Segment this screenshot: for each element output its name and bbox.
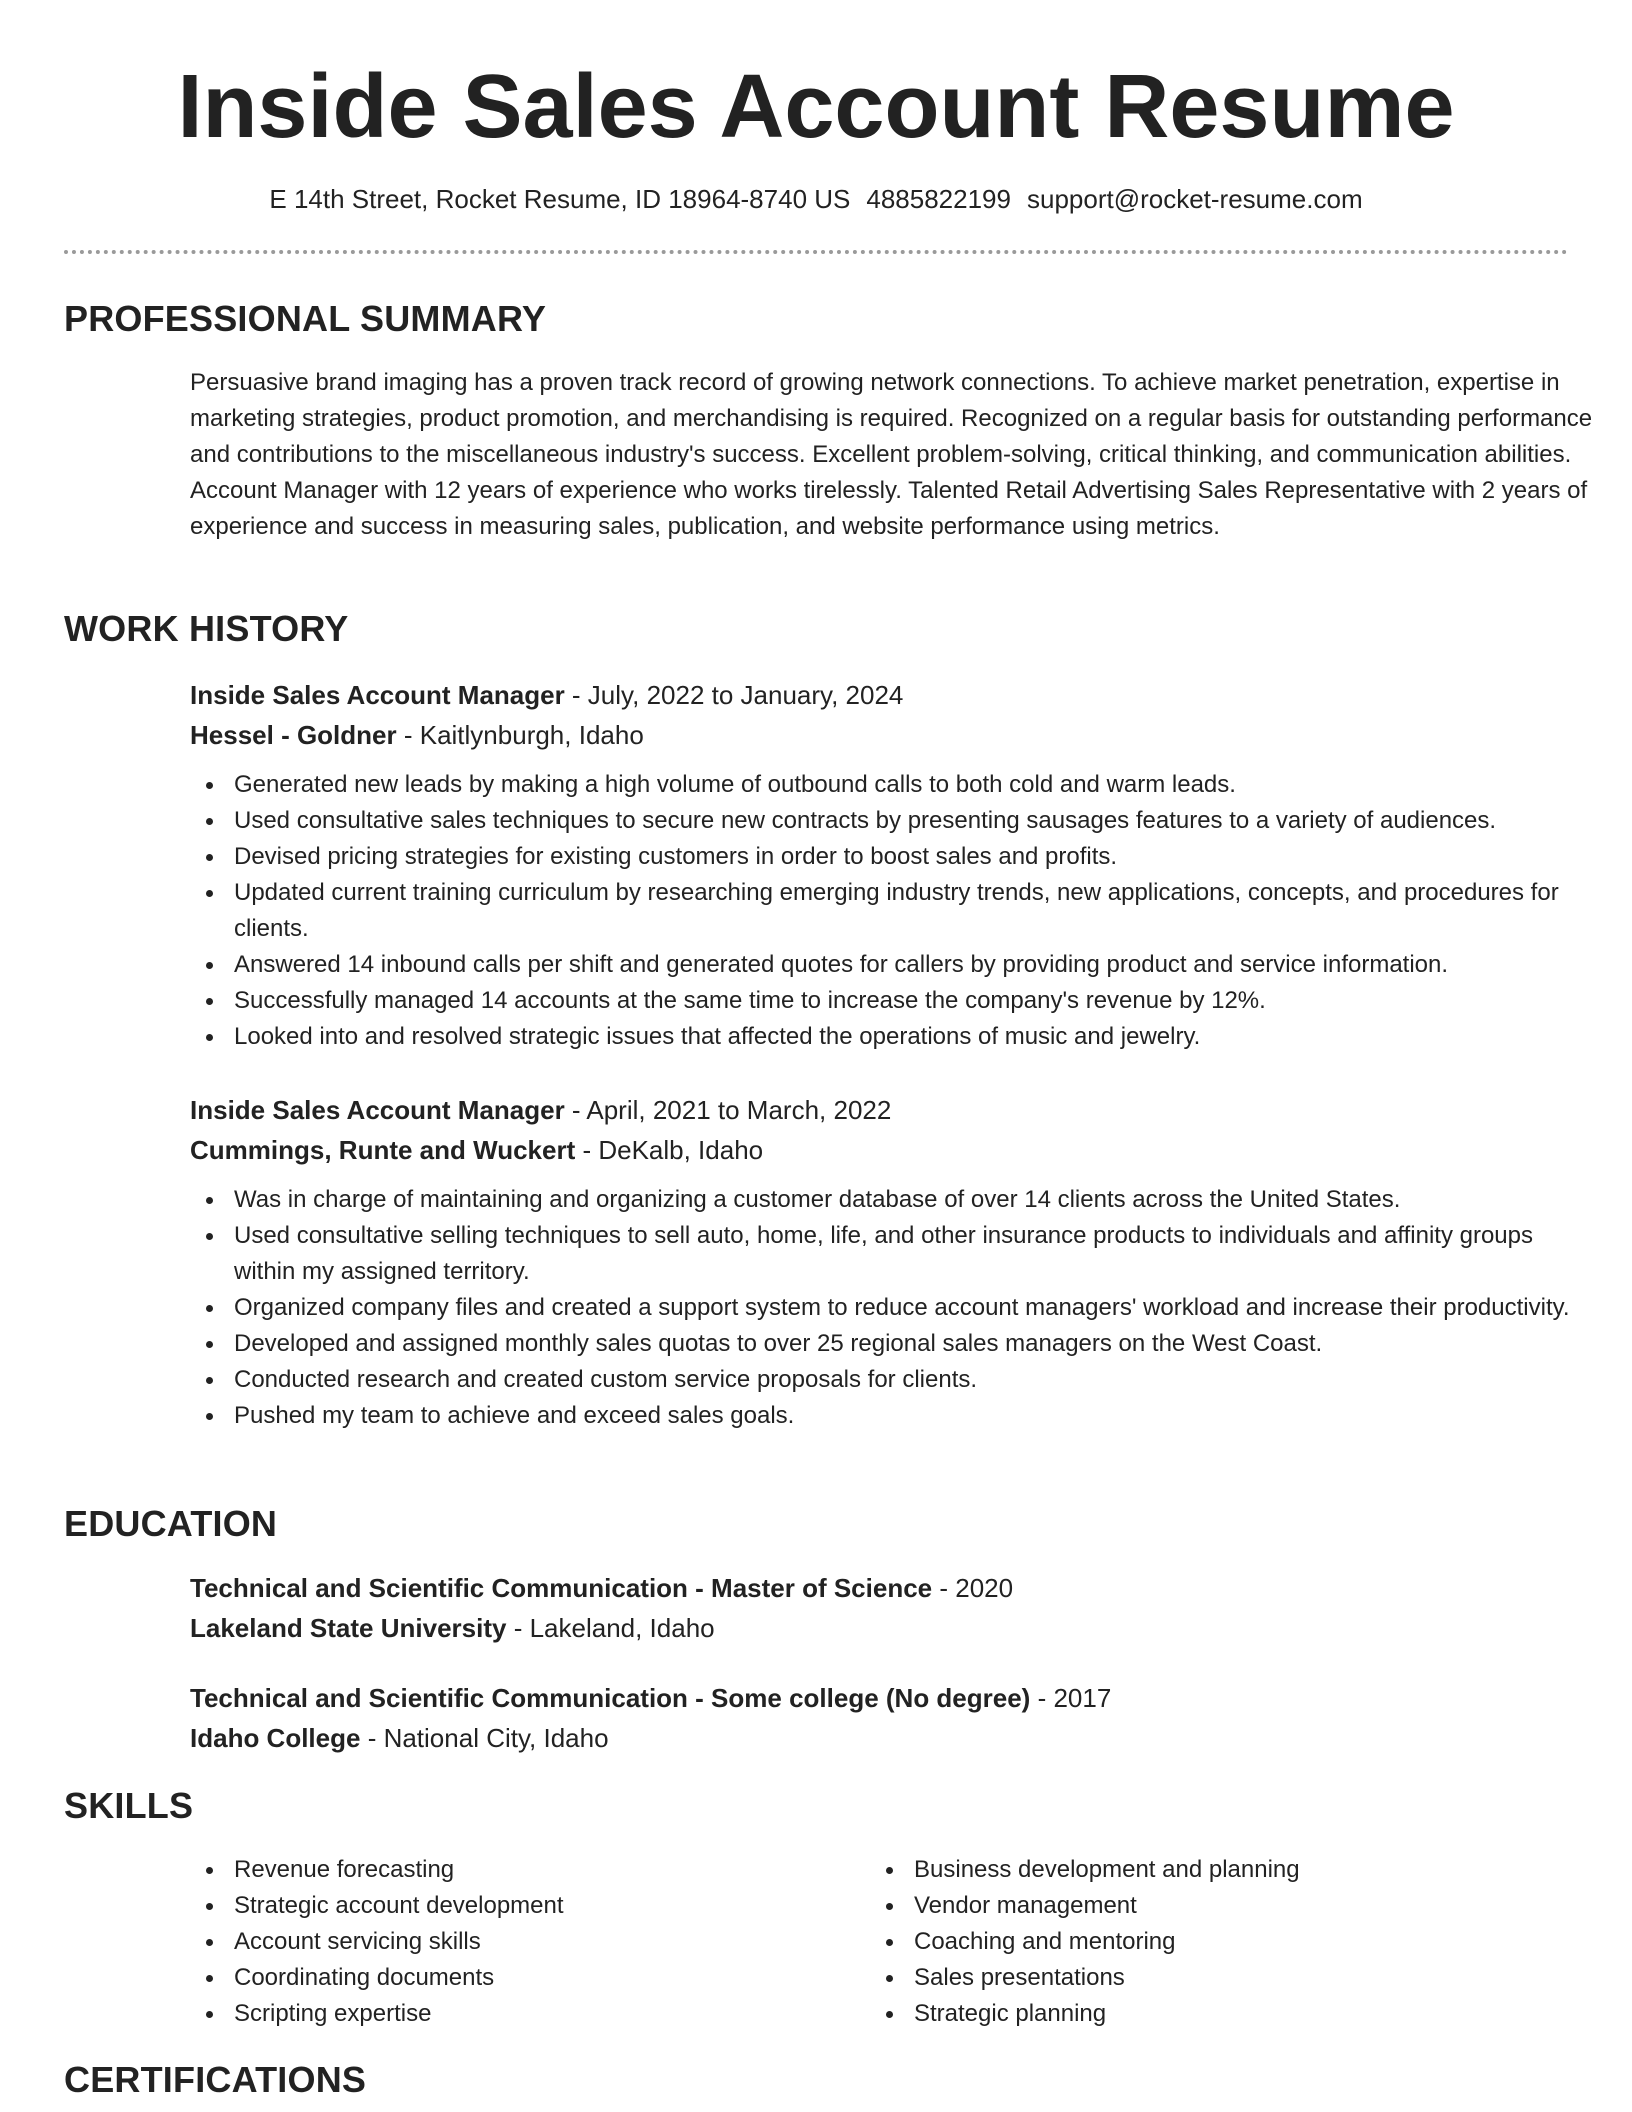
skill-item: Vendor management xyxy=(870,1888,1510,1924)
list-item: Used consultative sales techniques to secure new contracts by presenting sausages features to a variety of audiences. xyxy=(190,803,1600,839)
contact-phone: 4885822199 xyxy=(866,184,1011,214)
section-title-education: EDUCATION xyxy=(64,1503,278,1544)
job-title: Inside Sales Account Manager xyxy=(190,1095,565,1125)
job-title-line xyxy=(190,1090,1600,1130)
skills-column-left xyxy=(190,1852,830,2032)
job-company: Hessel - Goldner xyxy=(190,720,397,750)
contact-address: E 14th Street, Rocket Resume, ID 18964-8740 US xyxy=(269,184,851,214)
education-entry xyxy=(190,1568,1600,1648)
list-item: Generated new leads by making a high volume of outbound calls to both cold and warm leads. xyxy=(190,767,1600,803)
job-location: - Kaitlynburgh, Idaho xyxy=(396,720,644,750)
education-degree: Technical and Scientific Communication - Some college (No degree) xyxy=(190,1683,1031,1713)
skills-column-right xyxy=(870,1852,1510,2032)
job-dates: - July, 2022 to January, 2024 xyxy=(564,680,904,710)
section-title-skills: SKILLS xyxy=(64,1785,194,1826)
skills-list xyxy=(870,1852,1510,2032)
skill-item: Sales presentations xyxy=(870,1960,1510,1996)
list-item: Updated current training curriculum by researching emerging industry trends, new applications, concepts, and procedures for clients. xyxy=(190,875,1600,947)
job-company-line xyxy=(190,715,1600,755)
job-dates: - April, 2021 to March, 2022 xyxy=(564,1095,892,1125)
education-year: - 2017 xyxy=(1030,1683,1112,1713)
education-degree-line xyxy=(190,1568,1600,1608)
section-title-summary: PROFESSIONAL SUMMARY xyxy=(64,298,547,339)
education-degree-line xyxy=(190,1678,1600,1718)
job-entry xyxy=(190,1090,1600,1434)
job-company-line xyxy=(190,1130,1600,1170)
job-title-line xyxy=(190,675,1600,715)
list-item: Was in charge of maintaining and organizing a customer database of over 14 clients across the United States. xyxy=(190,1182,1600,1218)
section-title-work-history: WORK HISTORY xyxy=(64,608,349,649)
list-item: Answered 14 inbound calls per shift and generated quotes for callers by providing product and service information. xyxy=(190,947,1600,983)
education-location: - Lakeland, Idaho xyxy=(506,1613,715,1643)
list-item: Organized company files and created a support system to reduce account managers' workload and increase their productivity. xyxy=(190,1290,1600,1326)
list-item: Conducted research and created custom service proposals for clients. xyxy=(190,1362,1600,1398)
list-item: Successfully managed 14 accounts at the same time to increase the company's revenue by 12%. xyxy=(190,983,1600,1019)
summary-text: Persuasive brand imaging has a proven track record of growing network connections. To achieve market penetration, expertise in marketing strategies, product promotion, and merchandising is required. Recognized on a regular basis for outstanding performance and contributions to the miscellaneous industry's success. Excellent problem-solving, critical thinking, and communication abilities. Account Manager with 12 years of experience who works tirelessly. Talented Retail Advertising Sales Representative with 2 years of experience and success in measuring sales, publication, and website performance using metrics. xyxy=(190,369,1593,540)
education-school-line xyxy=(190,1718,1600,1758)
job-bullets xyxy=(190,767,1600,1055)
education-degree: Technical and Scientific Communication - Master of Science xyxy=(190,1573,933,1603)
skill-item: Business development and planning xyxy=(870,1852,1510,1888)
education-school-line xyxy=(190,1608,1600,1648)
job-title: Inside Sales Account Manager xyxy=(190,680,565,710)
resume-title: Inside Sales Account Resume xyxy=(177,57,1455,157)
skill-item: Account servicing skills xyxy=(190,1924,830,1960)
education-entry xyxy=(190,1678,1600,1758)
skill-item: Coordinating documents xyxy=(190,1960,830,1996)
list-item: Used consultative selling techniques to sell auto, home, life, and other insurance products to individuals and affinity groups within my assigned territory. xyxy=(190,1218,1600,1290)
education-year: - 2020 xyxy=(932,1573,1014,1603)
summary-block xyxy=(190,365,1600,545)
education-location: - National City, Idaho xyxy=(360,1723,609,1753)
section-title-certifications: CERTIFICATIONS xyxy=(64,2059,367,2100)
skill-item: Strategic account development xyxy=(190,1888,830,1924)
skills-list xyxy=(190,1852,830,2032)
contact-email: support@rocket-resume.com xyxy=(1026,184,1363,214)
skill-item: Strategic planning xyxy=(870,1996,1510,2032)
list-item: Devised pricing strategies for existing customers in order to boost sales and profits. xyxy=(190,839,1600,875)
contact-line xyxy=(64,179,1568,219)
education-school: Lakeland State University xyxy=(190,1613,507,1643)
list-item: Developed and assigned monthly sales quotas to over 25 regional sales managers on the West Coast. xyxy=(190,1326,1600,1362)
list-item: Looked into and resolved strategic issues that affected the operations of music and jewelry. xyxy=(190,1019,1600,1055)
job-entry xyxy=(190,675,1600,1055)
header-divider xyxy=(64,250,1568,254)
skill-item: Scripting expertise xyxy=(190,1996,830,2032)
job-bullets xyxy=(190,1182,1600,1434)
skill-item: Coaching and mentoring xyxy=(870,1924,1510,1960)
job-company: Cummings, Runte and Wuckert xyxy=(190,1135,576,1165)
education-school: Idaho College xyxy=(190,1723,361,1753)
skill-item: Revenue forecasting xyxy=(190,1852,830,1888)
list-item: Pushed my team to achieve and exceed sales goals. xyxy=(190,1398,1600,1434)
job-location: - DeKalb, Idaho xyxy=(575,1135,764,1165)
